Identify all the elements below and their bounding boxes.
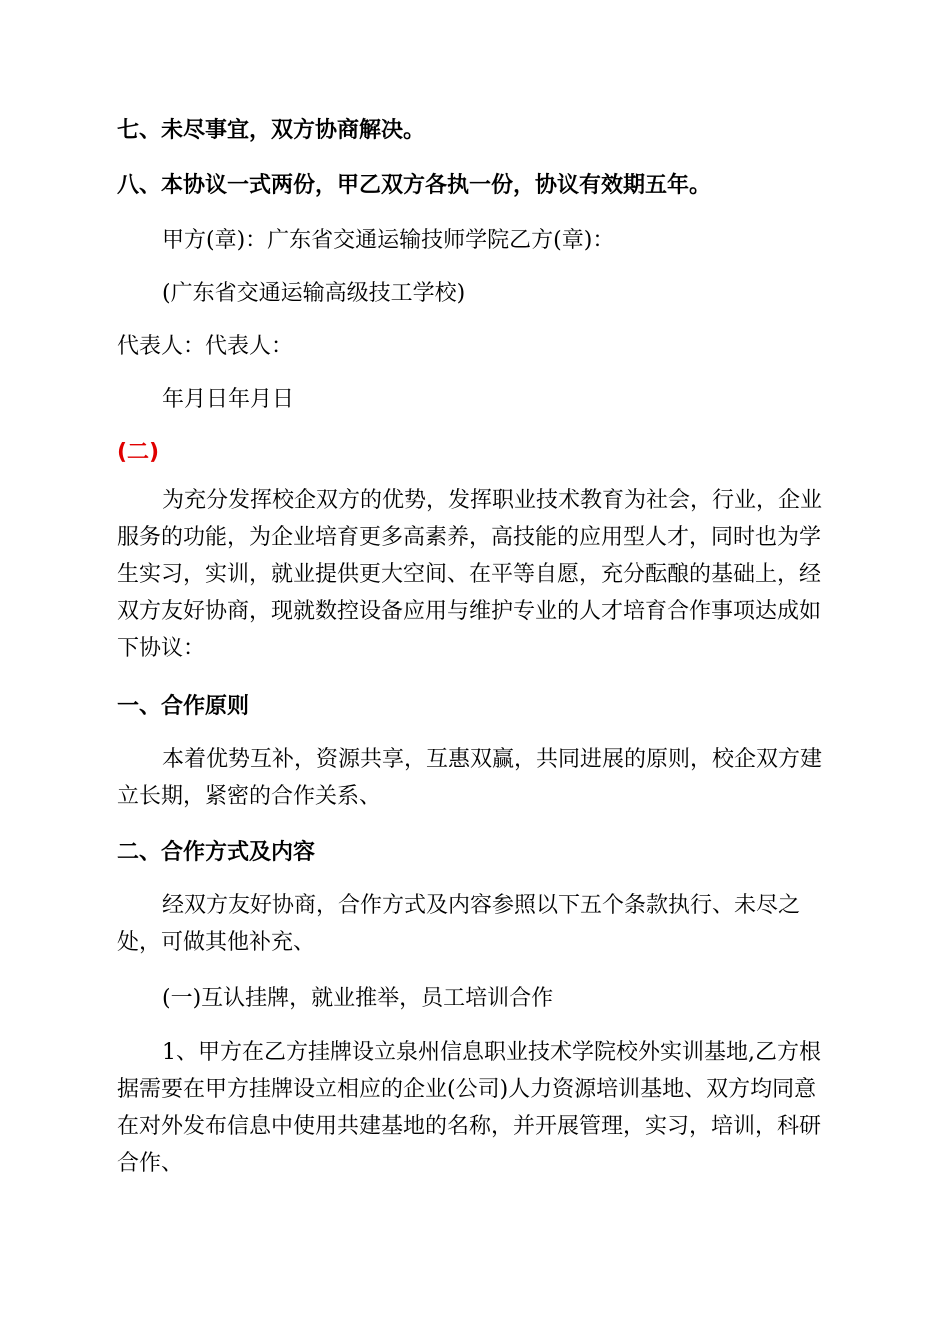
intro-line: 生实习，实训，就业提供更大空间、在平等自愿，充分酝酿的基础上，经: [117, 562, 822, 587]
principle-line: 立长期，紧密的合作关系、: [117, 784, 382, 809]
representatives-line: 代表人：代表人：: [117, 334, 294, 359]
principle-heading: 一、合作原则: [117, 694, 250, 719]
intro-line: 为充分发挥校企双方的优势，发挥职业技术教育为社会，行业，企业: [162, 488, 823, 513]
party-alt-name: (广东省交通运输高级技工学校): [162, 281, 466, 306]
item-8: 八、本协议一式两份，甲乙双方各执一份，协议有效期五年。: [117, 173, 712, 198]
principle-paragraph: [117, 741, 833, 815]
date-line: 年月日年月日: [162, 387, 295, 412]
method-paragraph: [117, 887, 833, 961]
method-heading: 二、合作方式及内容: [117, 840, 316, 865]
item-7: 七、未尽事宜，双方协商解决。: [117, 118, 426, 143]
clause-1-paragraph: [117, 1034, 833, 1182]
section-two-heading: (二): [117, 440, 160, 465]
intro-line: 双方友好协商，现就数控设备应用与维护专业的人才培育合作事项达成如: [117, 599, 822, 624]
intro-line: 下协议：: [117, 636, 206, 661]
method-line: 处，可做其他补充、: [117, 930, 316, 955]
party-signature-line: 甲方(章)：广东省交通运输技师学院乙方(章)：: [162, 228, 615, 253]
clause-1-line: 1、甲方在乙方挂牌设立泉州信息职业技术学院校外实训基地,乙方根: [162, 1040, 821, 1065]
principle-line: 本着优势互补，资源共享，互惠双赢，共同进展的原则，校企双方建: [162, 747, 823, 772]
clause-1-line: 据需要在甲方挂牌设立相应的企业(公司)人力资源培训基地、双方均同意: [117, 1077, 817, 1102]
clause-1-line: 在对外发布信息中使用共建基地的名称，并开展管理，实习，培训，科研: [117, 1114, 822, 1139]
clause-1-line: 合作、: [117, 1151, 184, 1176]
subheading-one: (一)互认挂牌，就业推举，员工培训合作: [162, 986, 554, 1011]
intro-paragraph: [117, 482, 833, 667]
intro-line: 服务的功能，为企业培育更多高素养，高技能的应用型人才，同时也为学: [117, 525, 822, 550]
method-line: 经双方友好协商，合作方式及内容参照以下五个条款执行、未尽之: [162, 893, 801, 918]
